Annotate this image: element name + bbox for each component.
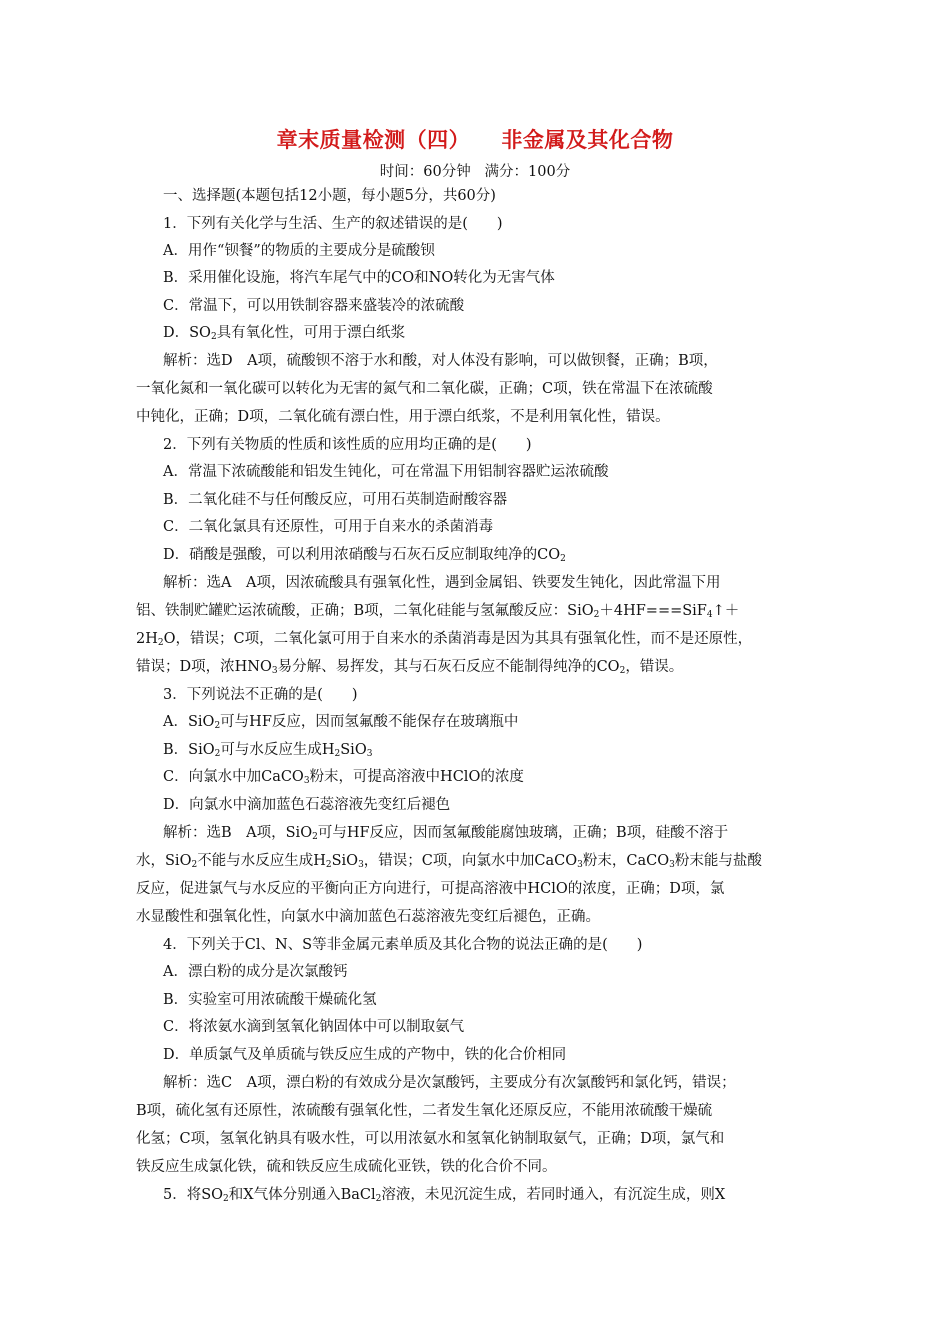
question-3-option-a: A．SiO$_2$可与HF反应，因而氢氟酸不能保存在玻璃瓶中 bbox=[163, 714, 519, 731]
question-2-analysis-line: 错误；D项，浓$HNO_3$易分解、易挥发，其与石灰石反应不能制得纯净的$CO_2$，错误。 bbox=[136, 659, 684, 676]
question-1-option-d: D．$SO_2$具有氧化性，可用于漂白纸浆 bbox=[163, 325, 406, 342]
question-3-analysis-line: 水，SiO$_2$不能与水反应生成$H_2SiO_3$，错误；C项，向氯水中加CaCO$_3$粉末，CaCO$_3$粉末能与盐酸 bbox=[136, 853, 762, 870]
question-4-stem: 4．下列关于Cl、N、S等非金属元素单质及其化合物的说法正确的是( ) bbox=[163, 937, 643, 953]
question-4-analysis-line: 解析：选C A项，漂白粉的有效成分是次氯酸钙，主要成分有次氯酸钙和氯化钙，错误； bbox=[163, 1075, 736, 1091]
question-4-option-c: C．将浓氨水滴到氢氧化钠固体中可以制取氨气 bbox=[163, 1019, 465, 1035]
question-1-analysis-line: 中钝化，正确；D项，二氧化硫有漂白性，用于漂白纸浆，不是利用氧化性，错误。 bbox=[136, 409, 670, 425]
question-1-analysis-line: 一氧化氮和一氧化碳可以转化为无害的氮气和二氧化碳，正确；C项，铁在常温下在浓硫酸 bbox=[136, 381, 713, 397]
question-5-stem: 5．将$SO_2$和X气体分别通入BaCl$_2$溶液，未见沉淀生成，若同时通入，有沉淀生成，则X bbox=[163, 1187, 726, 1204]
question-1-option-b: B．采用催化设施，将汽车尾气中的CO和NO转化为无害气体 bbox=[163, 270, 555, 286]
question-2-stem: 2．下列有关物质的性质和该性质的应用均正确的是( ) bbox=[163, 437, 532, 453]
question-2-option-c: C．二氧化氯具有还原性，可用于自来水的杀菌消毒 bbox=[163, 519, 494, 535]
question-2-analysis-line: $2H_2O$，错误；C项，二氧化氯可用于自来水的杀菌消毒是因为其具有强氧化性，而不是还原性， bbox=[136, 631, 753, 648]
page-title: 章末质量检测（四） 非金属及其化合物 bbox=[276, 128, 674, 152]
question-2-option-a: A．常温下浓硫酸能和铝发生钝化，可在常温下用铝制容器贮运浓硫酸 bbox=[163, 464, 609, 480]
question-3-analysis-line: 反应，促进氯气与水反应的平衡向正方向进行，可提高溶液中HClO的浓度，正确；D项，氯 bbox=[136, 881, 725, 897]
question-3-analysis-line: 解析：选B A项，SiO$_2$可与HF反应，因而氢氟酸能腐蚀玻璃，正确；B项，硅酸不溶于 bbox=[163, 825, 729, 842]
question-1-stem: 1．下列有关化学与生活、生产的叙述错误的是( ) bbox=[163, 216, 503, 232]
question-3-stem: 3．下列说法不正确的是( ) bbox=[163, 687, 358, 703]
question-1-option-a: A．用作“钡餐”的物质的主要成分是硫酸钡 bbox=[163, 243, 435, 259]
question-4-option-b: B．实验室可用浓硫酸干燥硫化氢 bbox=[163, 992, 377, 1008]
question-4-analysis-line: 铁反应生成氯化铁，硫和铁反应生成硫化亚铁，铁的化合价不同。 bbox=[136, 1159, 557, 1175]
question-4-analysis-line: 化氢；C项，氢氧化钠具有吸水性，可以用浓氨水和氢氧化钠制取氨气，正确；D项，氯气和 bbox=[136, 1131, 725, 1147]
question-2-analysis-line: 铝、铁制贮罐贮运浓硫酸，正确；B项，二氧化硅能与氢氟酸反应：SiO$_2$＋4HF===SiF$_4$↑＋ bbox=[136, 603, 740, 620]
question-2-option-d: D．硝酸是强酸，可以利用浓硝酸与石灰石反应制取纯净的$CO_2$ bbox=[163, 547, 566, 564]
question-1-analysis-line: 解析：选D A项，硫酸钡不溶于水和酸，对人体没有影响，可以做钡餐，正确；B项， bbox=[163, 353, 718, 369]
question-4-option-a: A．漂白粉的成分是次氯酸钙 bbox=[163, 964, 348, 980]
question-3-option-b: B．SiO$_2$可与水反应生成$H_2SiO_3$ bbox=[163, 742, 373, 759]
time-score-info: 时间：60分钟 满分：100分 bbox=[379, 164, 571, 180]
question-3-option-d: D．向氯水中滴加蓝色石蕊溶液先变红后褪色 bbox=[163, 797, 451, 813]
question-4-analysis-line: B项，硫化氢有还原性，浓硫酸有强氧化性，二者发生氧化还原反应，不能用浓硫酸干燥硫 bbox=[136, 1103, 713, 1119]
question-3-analysis-line: 水显酸性和强氧化性，向氯水中滴加蓝色石蕊溶液先变红后褪色，正确。 bbox=[136, 909, 600, 925]
section-heading: 一、选择题(本题包括12小题，每小题5分，共60分) bbox=[163, 188, 496, 204]
question-2-option-b: B．二氧化硅不与任何酸反应，可用石英制造耐酸容器 bbox=[163, 492, 508, 508]
question-2-analysis-line: 解析：选A A项，因浓硫酸具有强氧化性，遇到金属铝、铁要发生钝化，因此常温下用 bbox=[163, 575, 721, 591]
question-4-option-d: D．单质氯气及单质硫与铁反应生成的产物中，铁的化合价相同 bbox=[163, 1047, 567, 1063]
question-1-option-c: C．常温下，可以用铁制容器来盛装冷的浓硫酸 bbox=[163, 298, 465, 314]
question-3-option-c: C．向氯水中加CaCO$_3$粉末，可提高溶液中HClO的浓度 bbox=[163, 769, 524, 786]
